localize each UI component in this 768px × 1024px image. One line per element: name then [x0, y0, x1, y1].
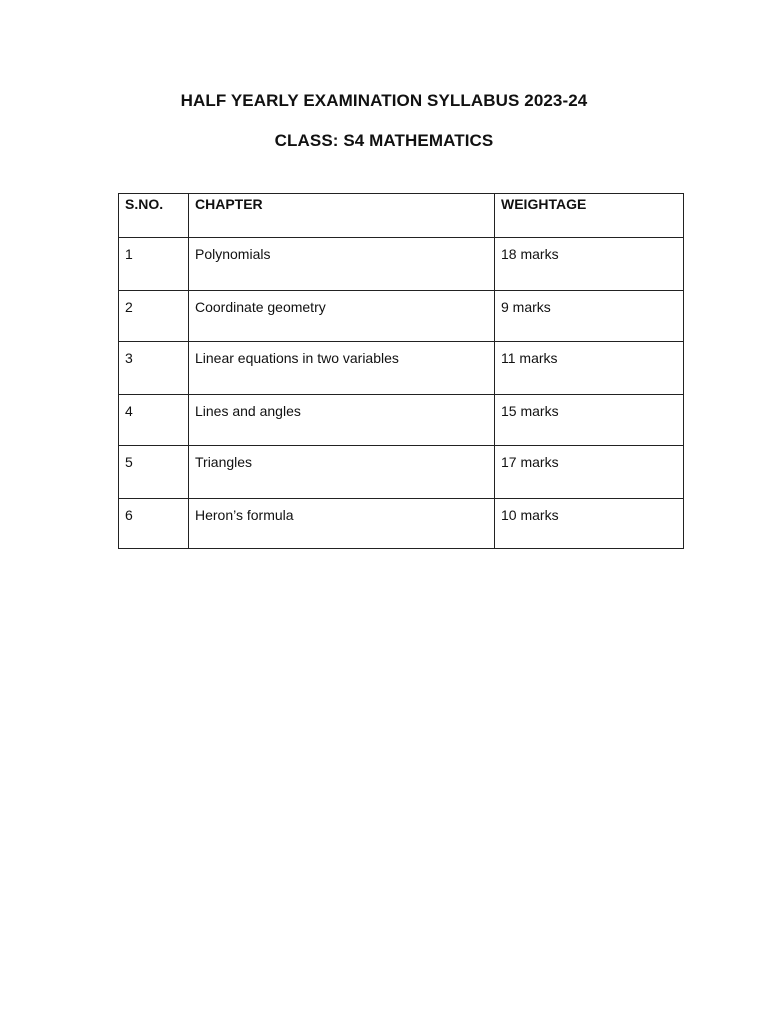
cell-chapter: Coordinate geometry	[189, 291, 495, 342]
cell-sno: 1	[119, 238, 189, 291]
cell-chapter: Heron’s formula	[189, 499, 495, 549]
cell-weightage: 18 marks	[495, 238, 684, 291]
cell-weightage: 11 marks	[495, 342, 684, 395]
cell-sno: 3	[119, 342, 189, 395]
table-row	[119, 499, 684, 549]
cell-chapter: Polynomials	[189, 238, 495, 291]
header-chapter: CHAPTER	[189, 194, 495, 238]
cell-sno: 2	[119, 291, 189, 342]
class-subtitle: CLASS: S4 MATHEMATICS	[274, 131, 494, 150]
table-row	[119, 291, 684, 342]
table-row	[119, 238, 684, 291]
document-title: HALF YEARLY EXAMINATION SYLLABUS 2023-24	[180, 91, 588, 110]
table-row	[119, 342, 684, 395]
table-row	[119, 395, 684, 446]
cell-chapter: Linear equations in two variables	[189, 342, 495, 395]
syllabus-table	[118, 193, 684, 549]
cell-sno: 5	[119, 446, 189, 499]
table-row	[119, 446, 684, 499]
cell-weightage: 10 marks	[495, 499, 684, 549]
cell-sno: 6	[119, 499, 189, 549]
cell-chapter: Triangles	[189, 446, 495, 499]
header-weightage: WEIGHTAGE	[495, 194, 684, 238]
table-header-row	[119, 194, 684, 238]
cell-weightage: 9 marks	[495, 291, 684, 342]
cell-weightage: 15 marks	[495, 395, 684, 446]
cell-chapter: Lines and angles	[189, 395, 495, 446]
cell-weightage: 17 marks	[495, 446, 684, 499]
cell-sno: 4	[119, 395, 189, 446]
header-sno: S.NO.	[119, 194, 189, 238]
